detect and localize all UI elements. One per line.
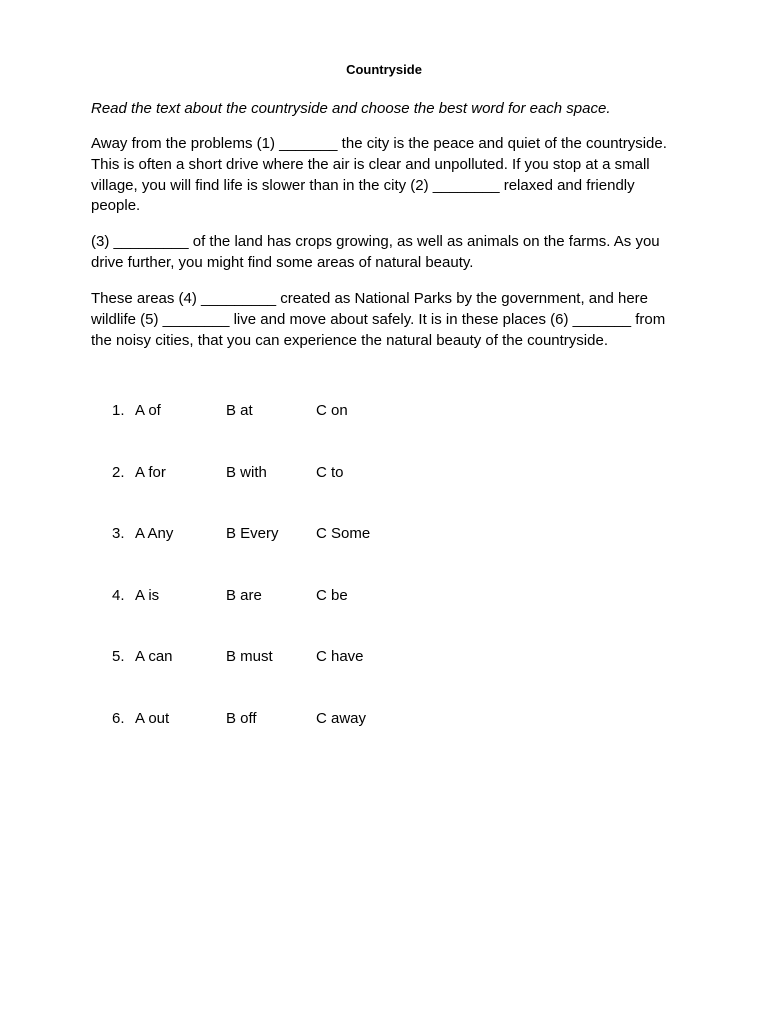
option-b: B at	[226, 402, 253, 419]
paragraph-2	[91, 232, 691, 274]
paragraph-line: This is often a short drive where the air is clear and unpolluted. If you stop at a small	[91, 155, 650, 173]
question-number: 1.	[112, 402, 125, 419]
paragraph-line: drive further, you might find some areas of natural beauty.	[91, 253, 474, 271]
question-number: 6.	[112, 710, 125, 727]
option-a: A Any	[135, 525, 174, 542]
question-number: 2.	[112, 464, 125, 481]
paragraph-1	[91, 134, 691, 217]
option-b: B must	[226, 648, 273, 665]
option-a: A for	[135, 464, 166, 481]
option-a: A out	[135, 710, 170, 727]
option-b: B with	[226, 464, 267, 481]
page-title: Countryside	[346, 62, 422, 77]
paragraph-line: Away from the problems (1) _______ the city is the peace and quiet of the countryside.	[91, 135, 667, 152]
question-4	[0, 586, 768, 606]
instruction-text: Read the text about the countryside and choose the best word for each space.	[91, 100, 611, 117]
question-1	[0, 401, 768, 421]
option-c: C away	[316, 710, 367, 727]
paragraph-line: (3) _________ of the land has crops growing, as well as animals on the farms. As you	[91, 233, 660, 250]
paragraph-line: wildlife (5) ________ live and move about safely. It is in these places (6) _______ from	[91, 310, 666, 328]
option-c: C Some	[316, 525, 371, 542]
option-c: C to	[316, 464, 344, 481]
option-b: B Every	[226, 525, 279, 542]
paragraph-line: the noisy cities, that you can experience the natural beauty of the countryside.	[91, 331, 608, 349]
question-5	[0, 647, 768, 667]
question-number: 5.	[112, 648, 125, 665]
question-number: 3.	[112, 525, 125, 542]
option-a: A can	[135, 648, 173, 665]
question-2	[0, 463, 768, 483]
paragraph-line: people.	[91, 197, 141, 215]
option-c: C be	[316, 587, 348, 604]
option-c: C on	[316, 402, 348, 419]
option-a: A of	[135, 402, 161, 419]
question-6	[0, 709, 768, 729]
paragraph-3	[91, 289, 691, 351]
paragraph-line: village, you will find life is slower than in the city (2) ________ relaxed and friendly	[91, 176, 635, 194]
option-b: B off	[226, 710, 257, 727]
option-b: B are	[226, 587, 262, 604]
question-number: 4.	[112, 587, 125, 604]
paragraph-line: These areas (4) _________ created as National Parks by the government, and here	[91, 290, 649, 307]
question-3	[0, 524, 768, 544]
option-a: A is	[135, 587, 160, 604]
option-c: C have	[316, 648, 364, 665]
